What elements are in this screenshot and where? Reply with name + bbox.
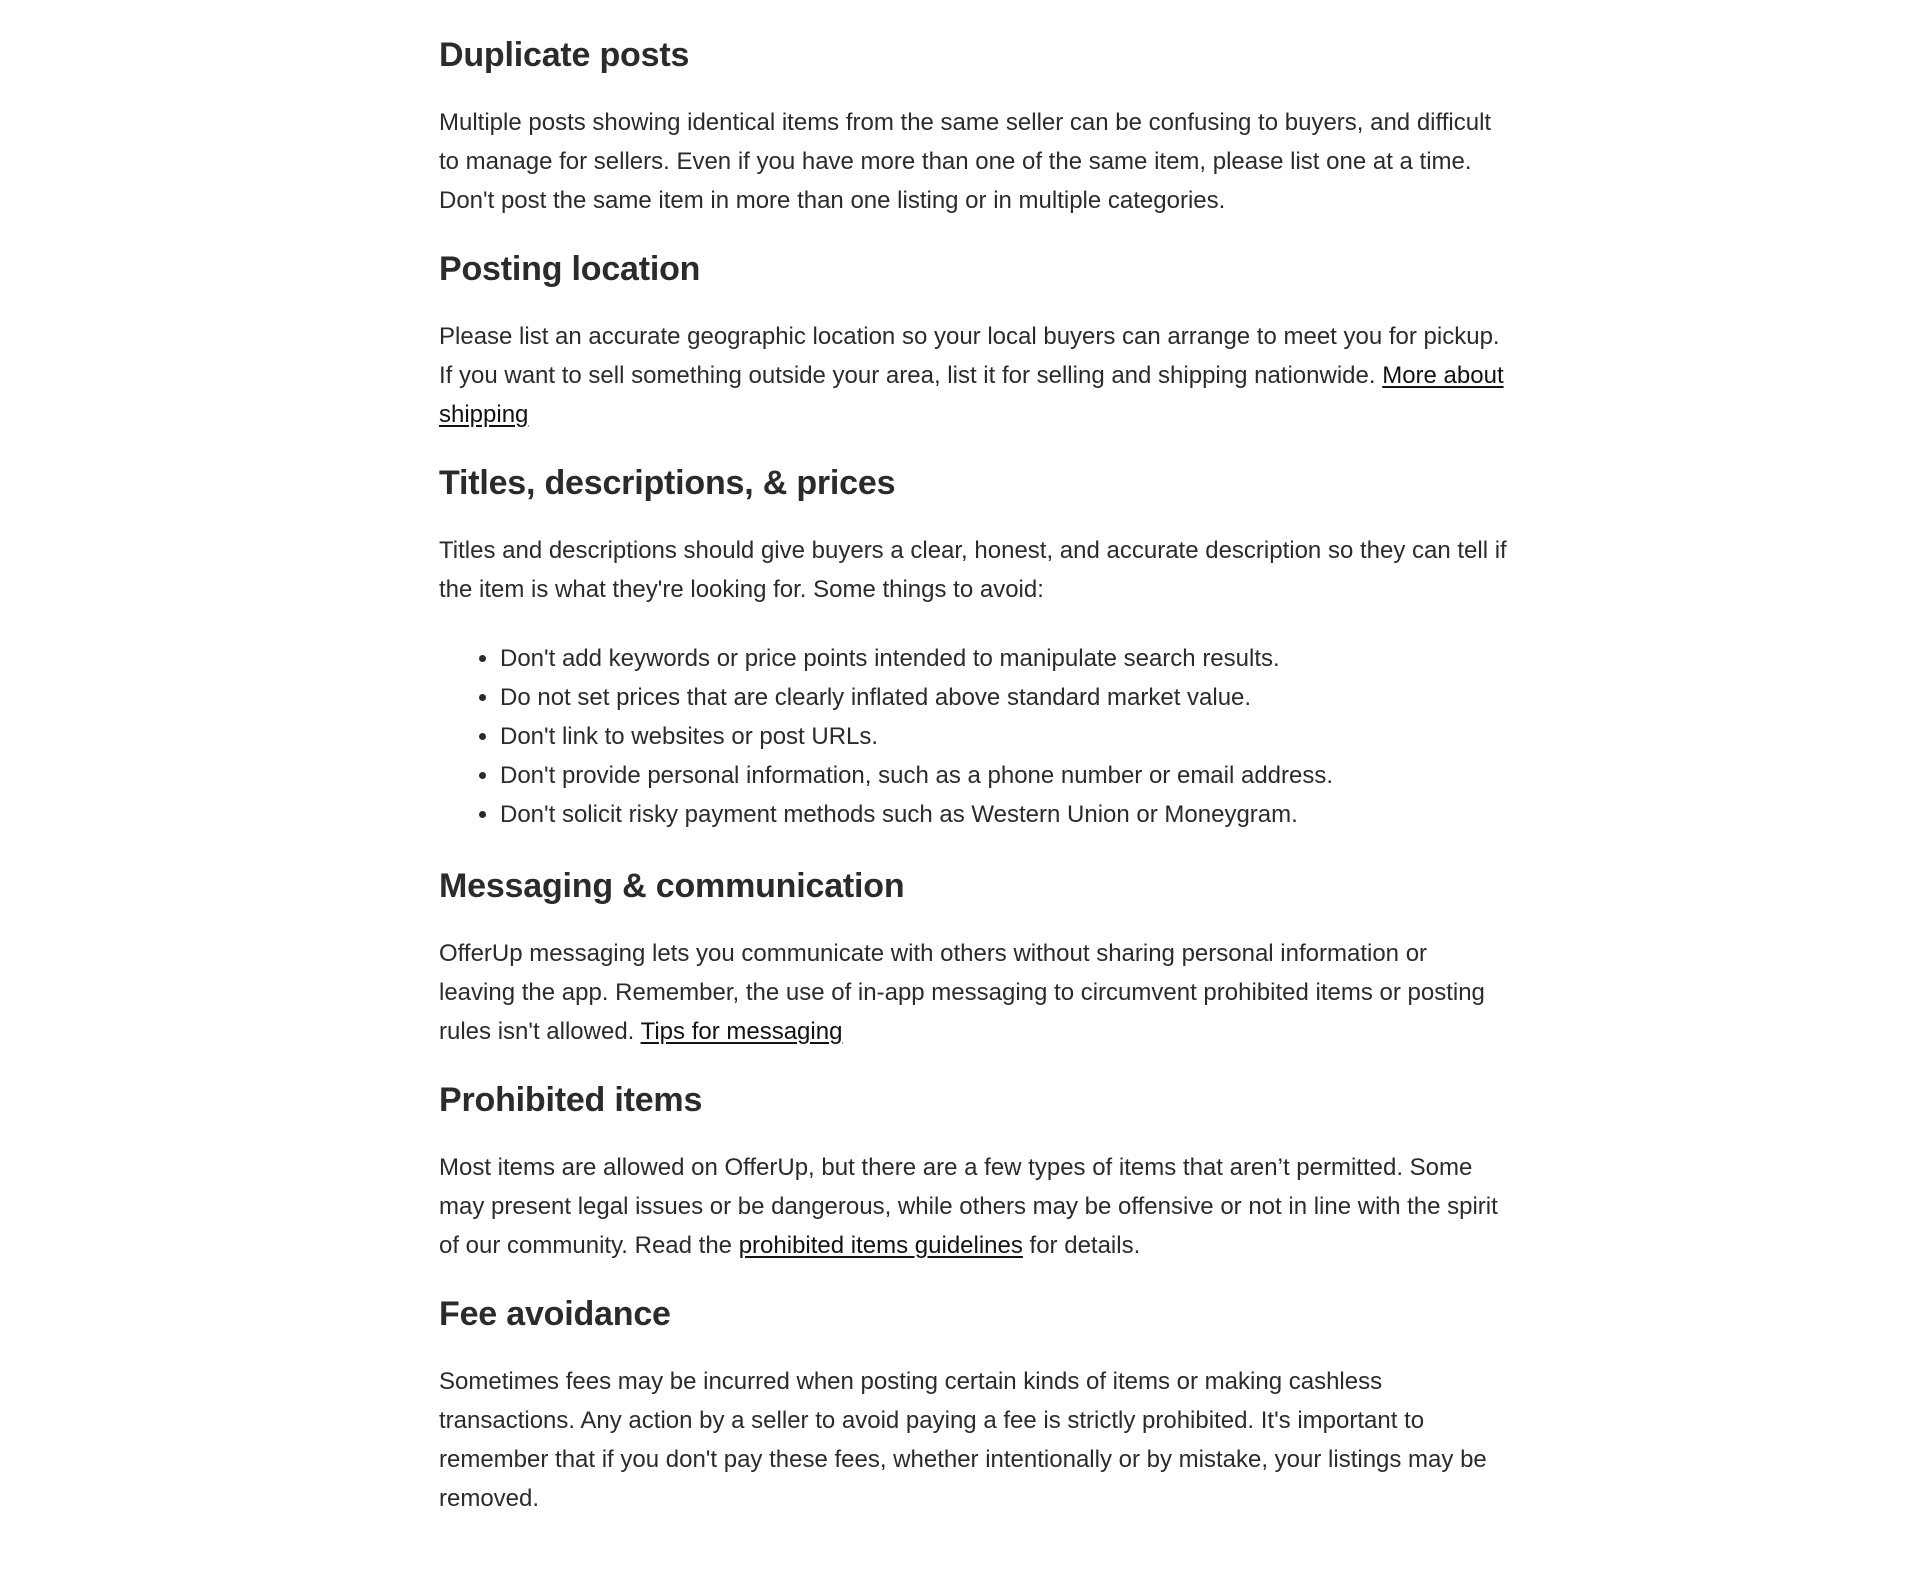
list-item: • Don't provide personal information, such as a phone number or email address. xyxy=(500,756,1509,795)
section-heading: Fee avoidance xyxy=(439,1295,671,1333)
section-heading: Duplicate posts xyxy=(439,36,690,74)
section-titles-descriptions-prices xyxy=(439,461,1509,834)
tips-for-messaging-link[interactable]: Tips for messaging xyxy=(640,1018,843,1045)
section-body-text-after: for details. xyxy=(1022,1232,1141,1259)
section-body: Multiple posts showing identical items from the same seller can be confusing to buyers, and difficult to manage for sellers. Even if you have more than one of the same item, please list one at a time. Don't post the same item in more than one listing or in multiple categories. xyxy=(439,109,1492,214)
section-fee-avoidance xyxy=(439,1292,1509,1518)
section-heading: Prohibited items xyxy=(439,1081,703,1119)
list-item: • Do not set prices that are clearly inflated above standard market value. xyxy=(500,678,1509,717)
section-body: Titles and descriptions should give buyers a clear, honest, and accurate description so they can tell if the item is what they're looking for. Some things to avoid: xyxy=(439,537,1507,603)
section-messaging xyxy=(439,864,1509,1051)
section-heading: Messaging & communication xyxy=(439,867,905,905)
list-item: • Don't solicit risky payment methods such as Western Union or Moneygram. xyxy=(500,795,1509,834)
avoid-list xyxy=(439,639,1509,834)
section-body xyxy=(439,317,1509,434)
section-heading: Titles, descriptions, & prices xyxy=(439,464,896,502)
section-prohibited-items xyxy=(439,1078,1509,1265)
guidelines-content xyxy=(439,0,1509,1545)
section-heading: Posting location xyxy=(439,250,701,288)
list-item: • Don't add keywords or price points intended to manipulate search results. xyxy=(500,639,1509,678)
section-body-text: Please list an accurate geographic location so your local buyers can arrange to meet you for pickup. If you want to sell something outside your area, list it for selling and shipping nationwide. xyxy=(439,323,1500,389)
section-body-text: Most items are allowed on OfferUp, but there are a few types of items that aren’t permitted. Some may present legal issues or be dangerous, while others may be offensive or not in line with the spirit of our community. Read the xyxy=(439,1154,1498,1259)
section-body xyxy=(439,934,1509,1051)
section-body-text: OfferUp messaging lets you communicate with others without sharing personal information or leaving the app. Remember, the use of in-app messaging to circumvent prohibited items or posting rules isn't allowed. xyxy=(439,940,1485,1045)
section-body xyxy=(439,1148,1509,1265)
list-item: • Don't link to websites or post URLs. xyxy=(500,717,1509,756)
section-duplicate-posts xyxy=(439,33,1509,220)
section-posting-location xyxy=(439,247,1509,434)
prohibited-items-guidelines-link[interactable]: prohibited items guidelines xyxy=(738,1232,1023,1259)
more-about-shipping-link[interactable]: More about shipping xyxy=(439,362,1504,428)
section-body: Sometimes fees may be incurred when posting certain kinds of items or making cashless transactions. Any action by a seller to avoid paying a fee is strictly prohibited. It's important to remember that if you don't pay these fees, whether intentionally or by mistake, your listings may be removed. xyxy=(439,1368,1487,1512)
